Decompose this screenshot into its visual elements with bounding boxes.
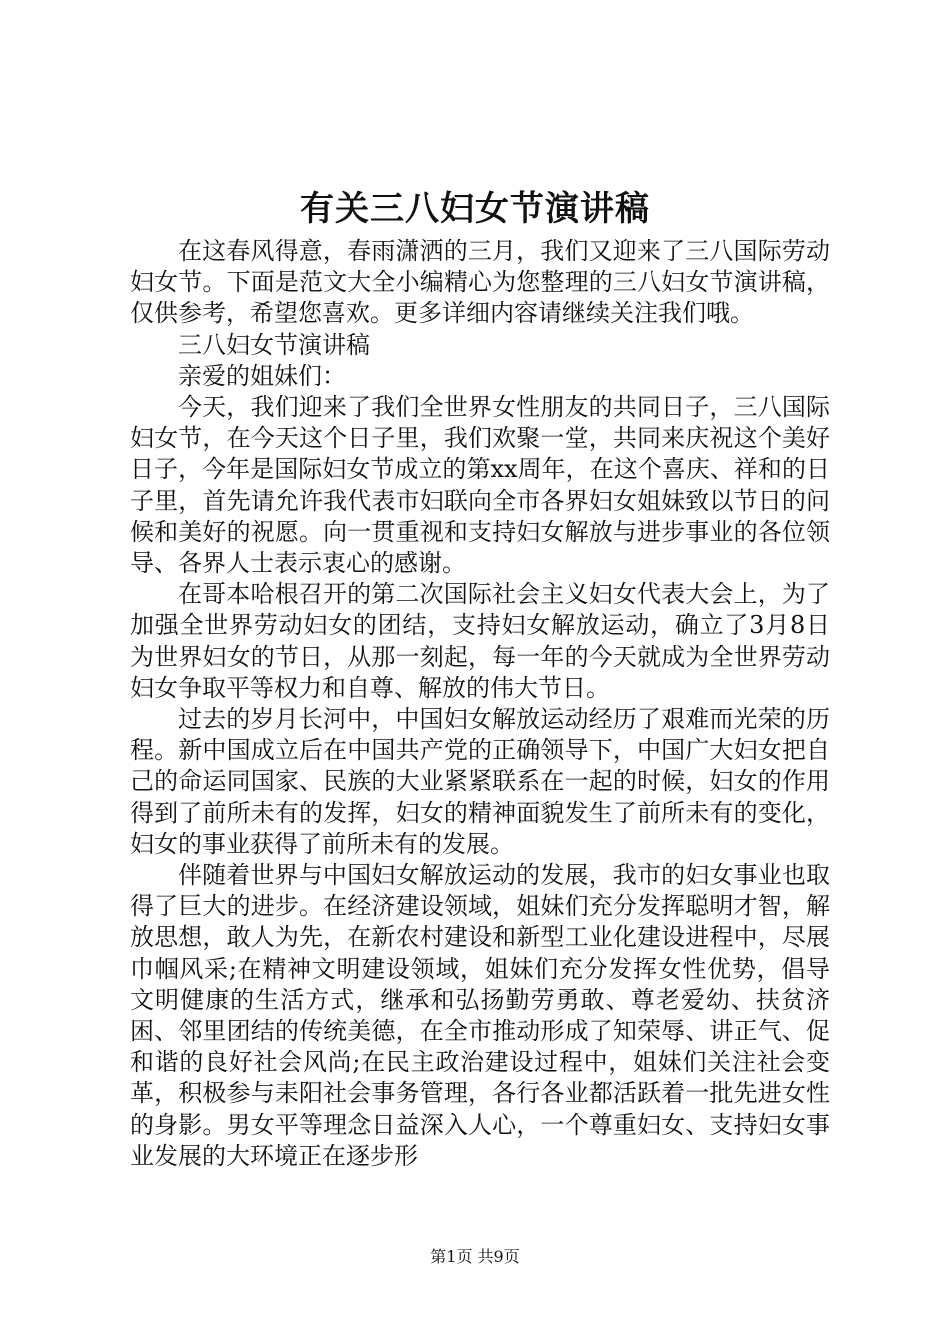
paragraph-salutation: 亲爱的姐妹们：	[178, 361, 346, 390]
paragraph-body: 伴随着世界与中国妇女解放运动的发展，我市的妇女事业也取得了巨大的进步。在经济建设领域，姐妹们充分发挥聪明才智，解放思想，敢人为先，在新农村建设和新型工业化建设进程中，尽展巾帼风采;在精神文明建设领域，姐妹们充分发挥女性优势，倡导文明健康的生活方式，继承和弘扬勤劳勇敢、尊老爱幼、扶贫济困、邻里团结的传统美德，在全市推动形成了知荣辱、讲正气、促和谐的良好社会风尚;在民主政治建设过程中，姐妹们关注社会变革，积极参与耒阳社会事务管理，各行各业都活跃着一批先进女性的身影。男女平等理念日益深入人心，一个尊重妇女、支持妇女事业发展的大环境正在逐步形	[130, 861, 830, 1170]
paragraph-body: 过去的岁月长河中，中国妇女解放运动经历了艰难而光荣的历程。新中国成立后在中国共产党的正确领导下，中国广大妇女把自己的命运同国家、民族的大业紧紧联系在一起的时候，妇女的作用得到了前所未有的发挥，妇女的精神面貌发生了前所未有的变化，妇女的事业获得了前所未有的发展。	[130, 705, 830, 858]
paragraph-body: 在哥本哈根召开的第二次国际社会主义妇女代表大会上，为了加强全世界劳动妇女的团结，支持妇女解放运动，确立了3月8日为世界妇女的节日，从那一刻起，每一年的今天就成为全世界劳动妇女争取平等权力和自尊、解放的伟大节日。	[130, 580, 830, 702]
paragraph-subtitle: 三八妇女节演讲稿	[178, 330, 370, 359]
document-title: 有关三八妇女节演讲稿	[300, 189, 650, 229]
paragraph-intro: 在这春风得意，春雨潇洒的三月，我们又迎来了三八国际劳动妇女节。下面是范文大全小编精心为您整理的三八妇女节演讲稿，仅供参考，希望您喜欢。更多详细内容请继续关注我们哦。	[130, 237, 830, 328]
document-body	[130, 236, 830, 1172]
paragraph-body: 今天，我们迎来了我们全世界女性朋友的共同日子，三八国际妇女节，在今天这个日子里，我们欢聚一堂，共同来庆祝这个美好日子，今年是国际妇女节成立的第xx周年，在这个喜庆、祥和的日子里，首先请允许我代表市妇联向全市各界妇女姐妹致以节日的问候和美好的祝愿。向一贯重视和支持妇女解放与进步事业的各位领导、各界人士表示衷心的感谢。	[130, 393, 830, 578]
page-footer: 第1页 共9页	[430, 1247, 520, 1266]
